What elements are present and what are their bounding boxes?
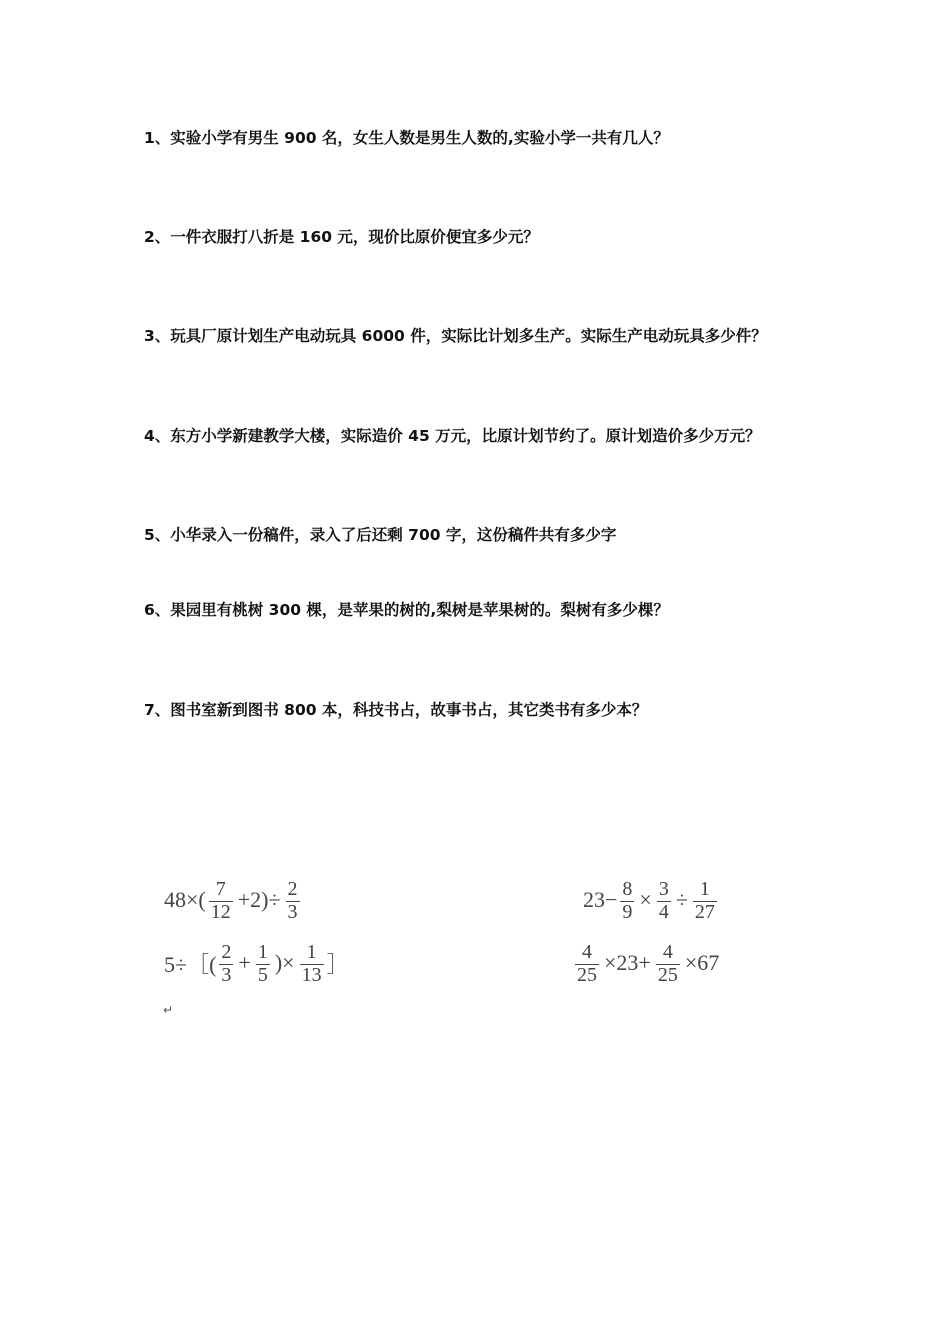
- numerator: 4: [582, 940, 592, 963]
- denominator: 5: [257, 963, 268, 986]
- question-3: 3、玩具厂原计划生产电动玩具 6000 件，实际比计划多生产。实际生产电动玩具多少件？: [144, 327, 767, 345]
- expr-text: +: [238, 950, 251, 975]
- fraction: [657, 879, 671, 922]
- question-2: 2、一件衣服打八折是 160 元，现价比原价便宜多少元？: [144, 228, 539, 246]
- denominator: 4: [658, 900, 669, 923]
- denominator: 27: [694, 900, 715, 923]
- expr-text: ×67: [684, 950, 720, 975]
- numerator: 8: [622, 877, 633, 900]
- fraction: [693, 879, 717, 922]
- denominator: 3: [287, 900, 298, 923]
- numerator: 2: [221, 940, 232, 963]
- denominator: 25: [657, 963, 678, 986]
- expr-text: +2)÷: [237, 887, 281, 912]
- numerator: 1: [306, 940, 317, 963]
- expr-text: 5÷［(: [164, 951, 217, 977]
- paragraph-mark: ↵: [163, 1003, 174, 1017]
- expression-3: [164, 938, 349, 988]
- expr-text: ÷: [675, 887, 688, 912]
- expression-4: [572, 938, 721, 988]
- expr-text: ×23+: [604, 950, 651, 975]
- fraction: [286, 879, 300, 922]
- question-1: 1、实验小学有男生 900 名，女生人数是男生人数的,实验小学一共有几人？: [144, 129, 669, 147]
- fraction: [620, 879, 634, 922]
- fraction: [256, 942, 270, 985]
- numerator: 4: [662, 940, 673, 963]
- question-5: 5、小华录入一份稿件，录入了后还剩 700 字，这份稿件共有多少字: [144, 526, 617, 544]
- fraction: [300, 942, 324, 985]
- fraction: [575, 942, 599, 985]
- expr-text: 23−: [583, 887, 618, 912]
- question-7: 7、图书室新到图书 800 本，科技书占，故事书占，其它类书有多少本？: [144, 701, 648, 719]
- denominator: 9: [622, 900, 633, 923]
- question-6: 6、果园里有桃树 300 棵，是苹果的树的,梨树是苹果树的。梨树有多少棵？: [144, 601, 669, 619]
- expression-1: [164, 875, 303, 925]
- expr-text: ］: [326, 951, 349, 977]
- numerator: 7: [215, 877, 226, 900]
- numerator: 1: [257, 940, 268, 963]
- fraction: [219, 942, 233, 985]
- expression-2: [583, 875, 720, 925]
- numerator: 3: [658, 877, 669, 900]
- denominator: 3: [221, 963, 232, 986]
- fraction: [209, 879, 233, 922]
- denominator: 13: [301, 963, 322, 986]
- numerator: 1: [699, 877, 710, 900]
- expr-text: 48×(: [164, 887, 206, 912]
- fraction: [656, 942, 680, 985]
- expr-text: ×: [639, 887, 652, 912]
- question-4: 4、东方小学新建教学大楼，实际造价 45 万元，比原计划节约了。原计划造价多少万元？: [144, 427, 761, 445]
- denominator: 12: [210, 900, 231, 923]
- denominator: 25: [577, 963, 597, 986]
- expr-text: )×: [274, 950, 295, 975]
- numerator: 2: [287, 877, 298, 900]
